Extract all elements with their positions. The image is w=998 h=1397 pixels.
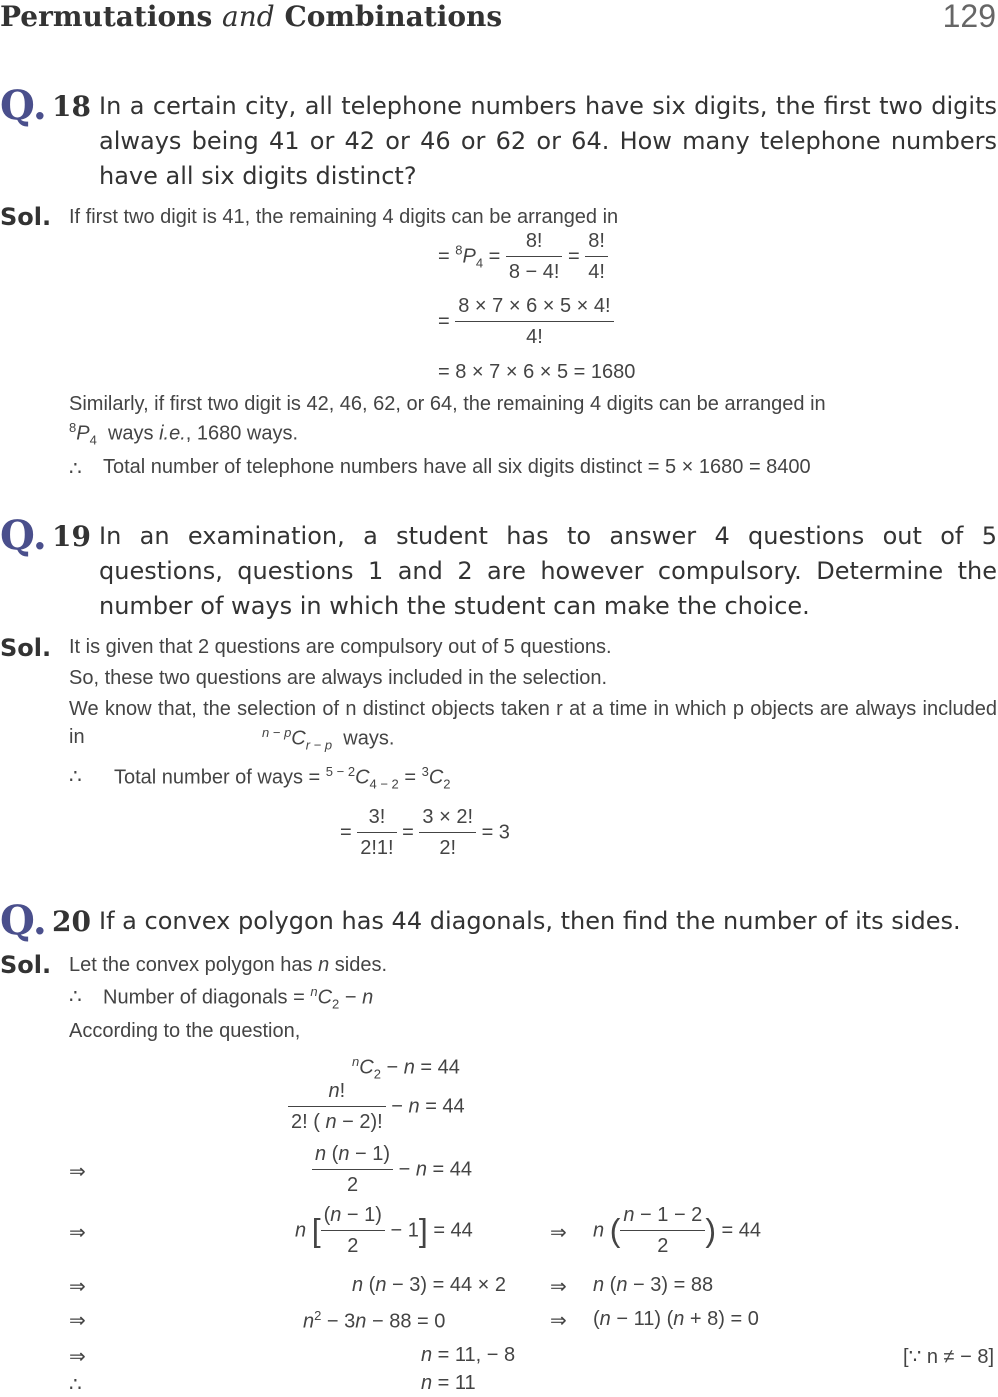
equation: = $\frac{3!}{2!1!}$ = $\frac{3 \times 2!}{2!}$ = 3	[340, 806, 510, 859]
equation: n (n − 3) = 44 × 2	[352, 1274, 506, 1296]
question-number: 20	[52, 905, 91, 938]
solution-line: So, these two questions are always included in the selection.	[69, 667, 608, 689]
equation: n = 11, − 8	[421, 1344, 516, 1366]
combination-expression: $^{n - p}C_{r - p}$ ways.	[262, 725, 395, 753]
implies-icon: ⇒	[69, 1222, 86, 1244]
solution-line: Similarly, if first two digit is 42, 46, 62, or 64, the remaining 4 digits can be arranged in	[69, 393, 826, 415]
question-marker: Q.	[0, 897, 47, 944]
equation: n ( $\frac{n - 1 - 2}{2}$ ) = 44	[593, 1204, 762, 1257]
therefore-icon: ∴	[69, 458, 82, 480]
equation: = $^8P_4$ = $\frac{8!}{8 - 4!}$ = $\frac{8!}{4!}$	[438, 230, 608, 284]
question-marker: Q.	[0, 512, 47, 559]
solution-line: Let the convex polygon has n sides.	[69, 954, 388, 976]
page-title: Permutations and Combinations	[0, 0, 503, 33]
question-number: 18	[52, 90, 91, 123]
solution-label: Sol.	[0, 951, 52, 979]
condition-note: [∵ n ≠ − 8]	[903, 1346, 994, 1368]
equation: $n^2 - 3n - 88 = 0$	[303, 1308, 446, 1333]
equation: $^nC_2 - n = 44$	[352, 1054, 460, 1082]
therefore-icon: ∴	[69, 766, 82, 788]
implies-icon: ⇒	[69, 1276, 86, 1298]
equation: $\frac{n!}{2! ( n - 2)!}$ − n = 44	[288, 1080, 465, 1134]
equation: n (n − 3) = 88	[593, 1274, 714, 1296]
implies-icon: ⇒	[550, 1222, 567, 1244]
question-text: If a convex polygon has 44 diagonals, then find the number of its sides.	[99, 907, 961, 935]
question-number: 19	[52, 520, 91, 553]
implies-icon: ⇒	[550, 1276, 567, 1298]
implies-icon: ⇒	[69, 1310, 86, 1332]
implies-icon: ⇒	[550, 1310, 567, 1332]
question-marker: Q.	[0, 82, 47, 129]
question-text: In a certain city, all telephone numbers have six digits, the first two digits always being 41 or 42 or 46 or 62 or 64. How many telephone numbers have all six digits distinct?	[99, 92, 997, 190]
solution-line: Number of diagonals = $^nC_2 - n$	[103, 984, 374, 1012]
implies-icon: ⇒	[69, 1161, 86, 1183]
solution-line: We know that, the selection of n distinct objects taken r at a time in which p objects are always included in	[69, 698, 997, 748]
therefore-icon: ∴	[69, 1374, 82, 1396]
equation-result: = 8 × 7 × 6 × 5 = 1680	[438, 361, 636, 383]
equation: = $\frac{8 \times 7 \times 6 \times 5 \times 4!}{4!}$	[438, 295, 614, 349]
solution-label: Sol.	[0, 203, 52, 231]
solution-line: If first two digit is 41, the remaining 4 digits can be arranged in	[69, 206, 619, 228]
equation: Total number of ways = $^{5 - 2}C_{4 - 2} = ^3C_2$	[114, 764, 451, 792]
final-answer: n = 11	[421, 1372, 476, 1394]
solution-label: Sol.	[0, 634, 52, 662]
implies-icon: ⇒	[69, 1346, 86, 1368]
solution-total: Total number of telephone numbers have all six digits distinct = 5 × 1680 = 8400	[103, 456, 811, 478]
question-text: In an examination, a student has to answer 4 questions out of 5 questions, questions 1 and 2 are however compulsory. Determine the number of ways in which the student can make the choice.	[99, 522, 997, 620]
therefore-icon: ∴	[69, 986, 82, 1008]
equation: $\frac{n (n - 1)}{2}$ − n = 44	[312, 1143, 472, 1197]
solution-line: It is given that 2 questions are compulsory out of 5 questions.	[69, 636, 612, 658]
page-number: 129	[942, 0, 996, 34]
equation: n [ $\frac{(n - 1)}{2}$ − 1] = 44	[295, 1204, 473, 1257]
equation: (n − 11) (n + 8) = 0	[593, 1308, 759, 1330]
solution-line: $^8P_4$ ways i.e., 1680 ways.	[69, 420, 299, 448]
solution-line: According to the question,	[69, 1020, 301, 1042]
